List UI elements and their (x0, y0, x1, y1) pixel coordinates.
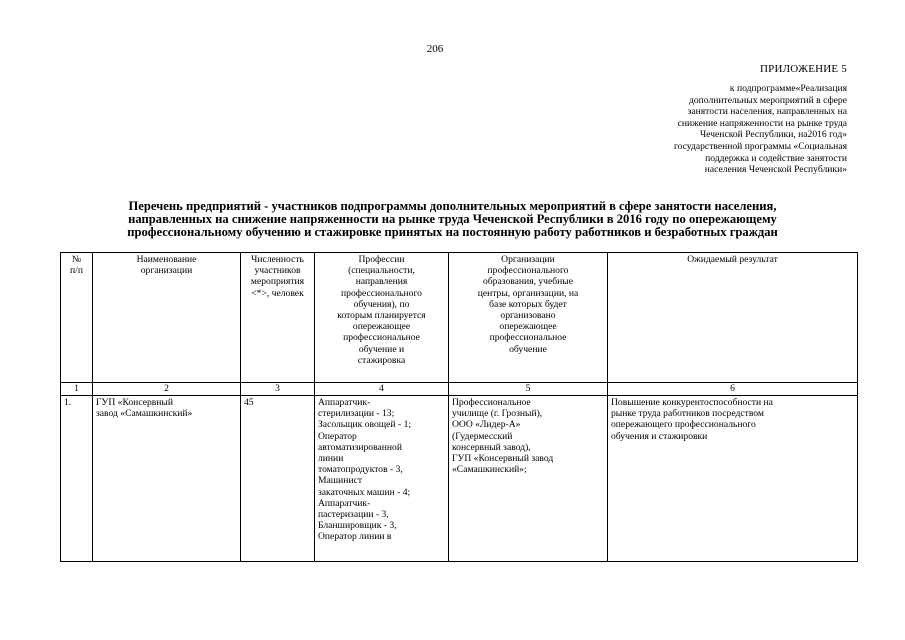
column-number: 5 (449, 383, 608, 396)
header-line: базе которых будет (489, 298, 567, 310)
header-line: Наименование (136, 254, 197, 265)
header-line: обучение и (358, 343, 405, 355)
header-line: Профессии (358, 254, 405, 265)
header-line: образования, учебные (482, 276, 573, 288)
cell-line: опережающего профессионального (611, 419, 756, 431)
header-line: Численность (251, 254, 304, 265)
cell-line: Профессиональное (452, 397, 531, 408)
header-line: <*>, человек (251, 287, 304, 299)
cell-line: ГУП «Консервный (96, 397, 173, 408)
expected-result (608, 396, 858, 562)
header-line: опережающее (499, 321, 557, 333)
cell-line: Повышение конкурентоспособности на (611, 397, 773, 408)
appendix-caption (607, 83, 847, 176)
organization-name (93, 396, 241, 562)
cell-line: Оператор линии в (318, 531, 392, 543)
page-number: 206 (426, 43, 444, 55)
table-header-row (61, 253, 858, 383)
header-line: мероприятия (250, 276, 305, 288)
column-number: 4 (315, 383, 449, 396)
header-line: (специальности, (348, 265, 415, 277)
enterprises-table (60, 252, 858, 562)
cell-line: Аппаратчик- (318, 397, 371, 408)
header-line: профессионального (341, 287, 422, 299)
header-line: профессиональное (489, 332, 567, 344)
column-number: 6 (608, 383, 858, 396)
column-number: 2 (93, 383, 241, 396)
cell-line: Засольщик овощей - 1; (318, 419, 412, 431)
header-line: профессионального (487, 265, 569, 277)
header-line: которым планируется (337, 310, 426, 322)
header-line: профессиональное (343, 332, 420, 344)
cell-line: обучения и стажировки (611, 430, 708, 442)
row-number: 1. (61, 396, 93, 562)
appendix-label: ПРИЛОЖЕНИЕ 5 (760, 63, 847, 75)
header-line: организовано (500, 310, 556, 322)
cell-line: Оператор (318, 430, 357, 442)
appendix-line: населения Чеченской Республики» (704, 164, 847, 176)
header-line: стажировка (357, 354, 406, 366)
cell-line: консервный завод), (452, 441, 531, 453)
cell-line: Бланшировщик - 3, (318, 520, 397, 532)
header-line: Организации (501, 254, 555, 265)
appendix-line: занятости населения, направленных на (687, 106, 847, 118)
table-row (61, 396, 858, 562)
header-cell (61, 253, 93, 383)
header-line: обучение (509, 343, 547, 355)
header-line: центры, организации, на (477, 287, 579, 299)
appendix-line: снижение напряженности на рынке труда (677, 117, 847, 129)
header-line: участников (254, 265, 301, 277)
header-cell (93, 253, 241, 383)
cell-line: ООО «Лидер-А» (452, 419, 521, 431)
header-line: п/п (70, 265, 83, 277)
column-number-row (61, 383, 858, 396)
header-cell (449, 253, 608, 383)
cell-line: училище (г. Грозный), (452, 408, 543, 420)
cell-line: пастеризации - 3, (318, 509, 389, 521)
cell-line: линии (318, 453, 344, 465)
training-organizations (449, 396, 608, 562)
cell-line: Машинист (318, 475, 363, 487)
professions-list (315, 396, 449, 562)
cell-line: томатопродуктов - 3, (318, 464, 403, 476)
cell-line: автоматизированной (318, 441, 402, 453)
header-line: направления (355, 276, 408, 288)
column-number: 1 (61, 383, 93, 396)
title-line: Перечень предприятий - участников подпрограммы дополнительных мероприятий в сфере занятости населения, (128, 199, 777, 213)
cell-line: Аппаратчик- (318, 497, 371, 509)
appendix-line: государственной программы «Социальная (673, 140, 847, 152)
cell-line: завод «Самашкинский» (96, 408, 193, 420)
title-line: направленных на снижение напряженности на рынке труда Чеченской Республики в 2016 году по опережающему (128, 212, 777, 226)
title-line: профессиональному обучению и стажировке принятых на постоянную работу работников и безработных граждан (127, 225, 778, 239)
document-title (0, 200, 905, 239)
appendix-line: к подпрограмме«Реализация (729, 83, 847, 94)
cell-line: (Гудермесский (452, 430, 513, 442)
cell-line: рынке труда работников посредством (611, 408, 764, 420)
cell-line: ГУП «Консервный завод (452, 453, 554, 465)
header-line: Ожидаемый результат (687, 254, 778, 265)
header-cell (315, 253, 449, 383)
header-cell (241, 253, 315, 383)
cell-line: стерилизации - 13; (318, 408, 395, 420)
cell-line: закаточных машин - 4; (318, 486, 411, 498)
header-line: обучения), по (353, 298, 410, 310)
header-cell (608, 253, 858, 383)
cell-line: «Самашкинский»; (452, 464, 527, 476)
participants-count: 45 (241, 396, 315, 562)
header-line: организации (140, 265, 193, 277)
appendix-line: Чеченской Республики, на2016 год» (699, 129, 847, 141)
column-number: 3 (241, 383, 315, 396)
header-line: № (71, 254, 82, 265)
appendix-line: дополнительных мероприятий в сфере (688, 94, 847, 106)
header-line: опережающее (352, 321, 411, 333)
appendix-line: поддержка и содействие занятости (705, 152, 847, 164)
